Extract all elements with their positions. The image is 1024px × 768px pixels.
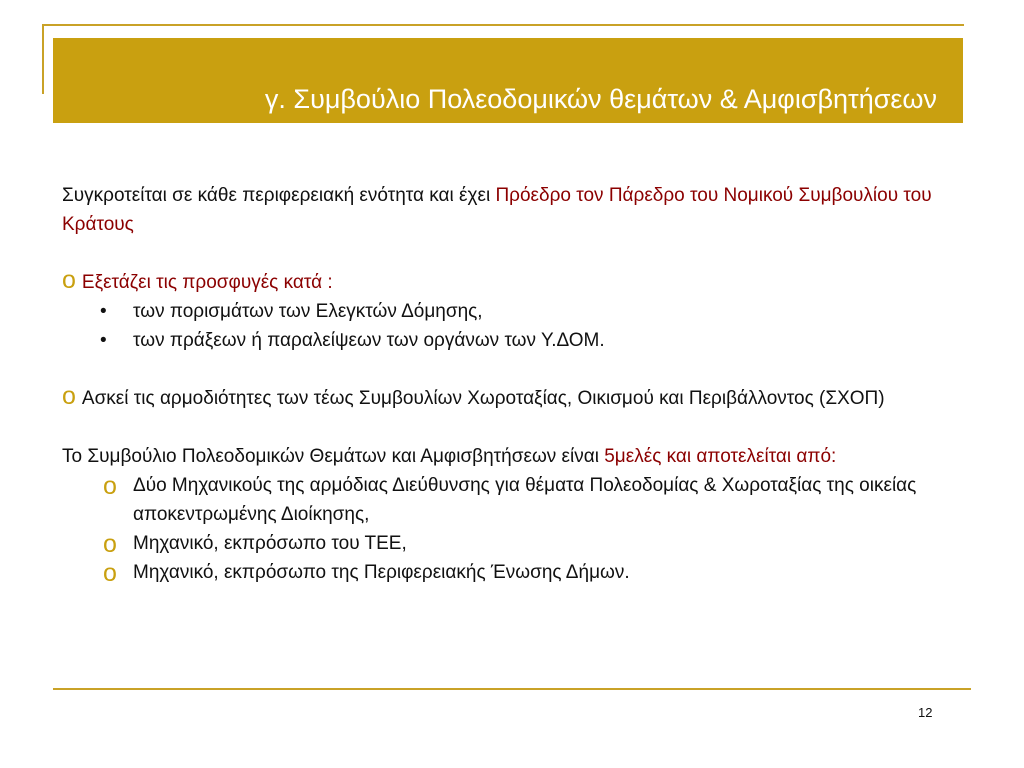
frame-top-line	[42, 24, 964, 26]
footer-divider	[53, 688, 971, 690]
list-item	[62, 558, 942, 587]
bullet-dot-icon: •	[100, 330, 107, 351]
list-item	[62, 297, 942, 326]
bullet-o-icon: o	[62, 382, 76, 410]
point-1	[62, 268, 942, 297]
composition-paragraph	[62, 442, 942, 471]
member-text: Μηχανικό, εκπρόσωπο του ΤΕΕ,	[133, 533, 407, 554]
bullet-o-icon: o	[103, 559, 117, 587]
bullet-dot-icon: •	[100, 301, 107, 322]
list-item-text: των πορισμάτων των Ελεγκτών Δόμησης,	[133, 301, 483, 322]
list-item	[62, 471, 942, 529]
bullet-o-icon: o	[62, 266, 76, 294]
list-item-text: των πράξεων ή παραλείψεων των οργάνων των Υ.ΔΟΜ.	[133, 330, 605, 351]
slide-title: γ. Συμβούλιο Πολεοδομικών θεμάτων & Αμφισβητήσεων	[264, 84, 937, 114]
point-2	[62, 384, 942, 413]
title-bar	[53, 38, 963, 123]
point-2-text: Ασκεί τις αρμοδιότητες των τέως Συμβουλίων Χωροταξίας, Οικισμού και Περιβάλλοντος (ΣΧΟΠ)	[81, 388, 885, 409]
frame-left-line	[42, 24, 44, 94]
list-item	[62, 529, 942, 558]
intro-text: Συγκροτείται σε κάθε περιφερειακή ενότητα και έχει	[62, 185, 496, 206]
intro-paragraph	[62, 181, 942, 239]
intro-highlight: Πρόεδρο τον Πάρεδρο του Νομικού Συμβουλίου του Κράτους	[62, 185, 932, 235]
composition-text: Το Συμβούλιο Πολεοδομικών Θεμάτων και Αμφισβητήσεων είναι	[62, 446, 605, 467]
bullet-o-icon: o	[103, 472, 117, 500]
page-number: 12	[918, 705, 933, 720]
list-item	[62, 326, 942, 355]
member-text: Μηχανικό, εκπρόσωπο της Περιφερειακής Ένωσης Δήμων.	[133, 562, 630, 583]
member-text: Δύο Μηχανικούς της αρμόδιας Διεύθυνσης για θέματα Πολεοδομίας & Χωροταξίας της οικείας αποκεντρωμένης Διοίκησης,	[133, 475, 917, 525]
slide-content	[62, 181, 942, 587]
point-1-text: Εξετάζει τις προσφυγές κατά :	[81, 272, 333, 293]
composition-highlight: 5μελές και αποτελείται από:	[604, 446, 837, 467]
bullet-o-icon: o	[103, 530, 117, 558]
